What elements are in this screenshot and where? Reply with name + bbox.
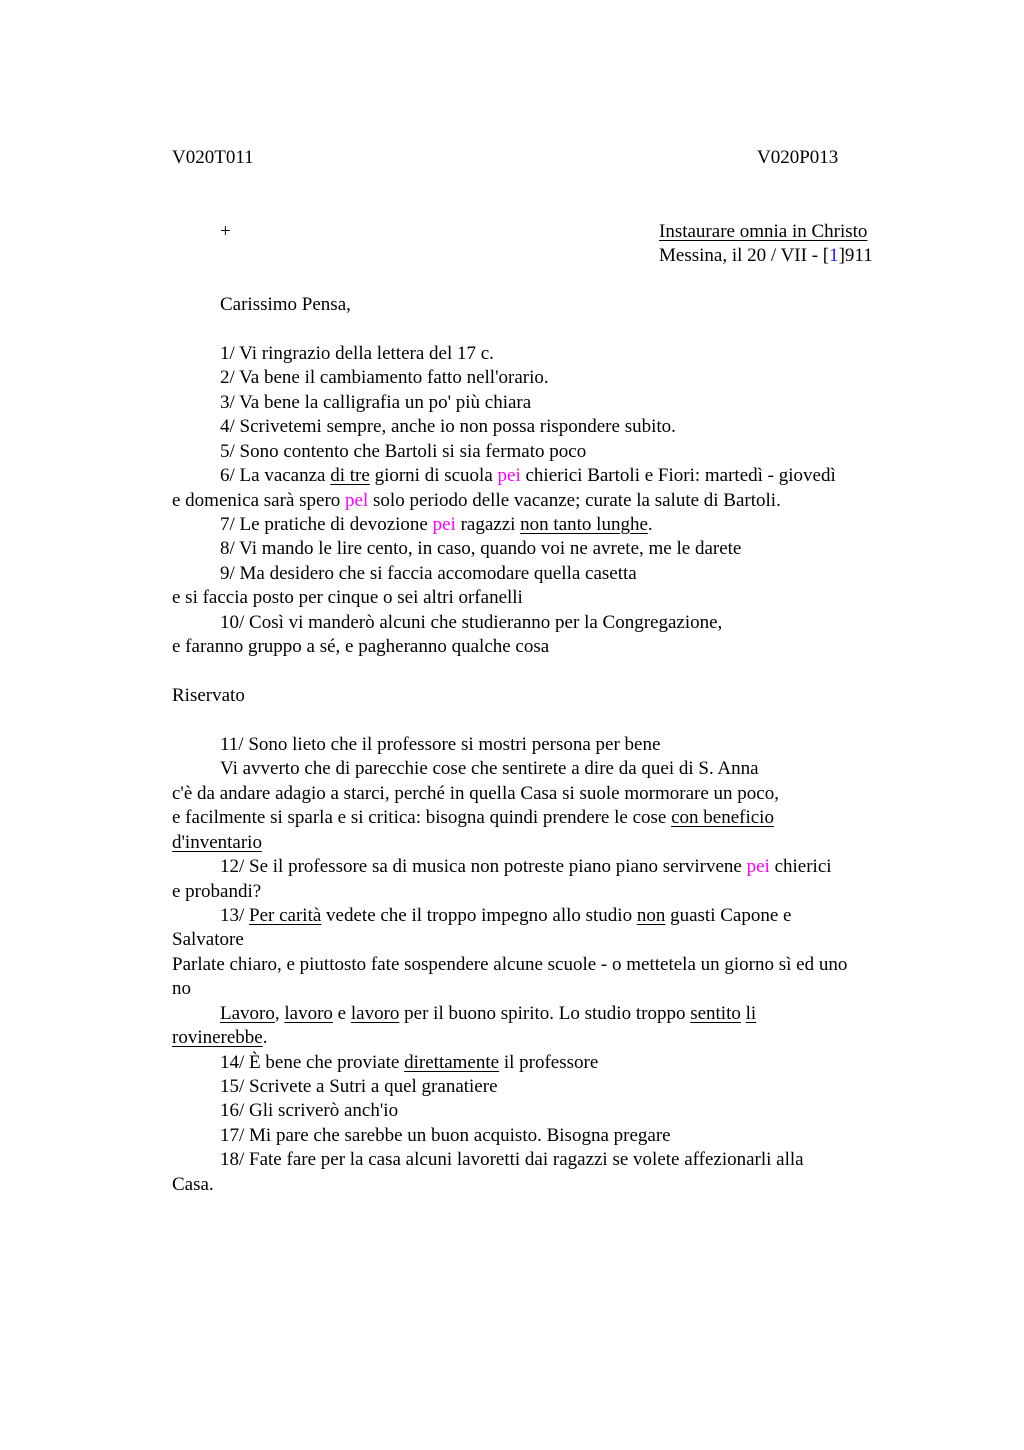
- salutation: Carissimo Pensa,: [220, 294, 351, 315]
- item-11-line-3: c'è da andare adagio a starci, perché in quella Casa si suole mormorare un poco,: [172, 783, 779, 804]
- text-span: 6/ La vacanza: [220, 465, 331, 486]
- item-11-line-5: d'inventario: [172, 832, 262, 853]
- underlined-text: li: [745, 1003, 757, 1024]
- cross-symbol: +: [220, 221, 231, 242]
- item-1: 1/ Vi ringrazio della lettera del 17 c.: [220, 343, 494, 364]
- text-span: chierici: [769, 856, 832, 877]
- motto: Instaurare omnia in Christo: [659, 221, 868, 242]
- text-span: .: [647, 514, 653, 535]
- item-13-line-2: Salvatore: [172, 929, 244, 950]
- date-bracket-digit: 1: [829, 245, 839, 266]
- item-16: 16/ Gli scriverò anch'io: [220, 1100, 399, 1121]
- date-suffix: ]911: [838, 245, 873, 266]
- underlined-text: sentito: [690, 1003, 741, 1024]
- date-line: [659, 244, 873, 268]
- item-18-line-1: 18/ Fate fare per la casa alcuni lavoretti dai ragazzi se volete affezionarli alla: [220, 1149, 804, 1170]
- text-span: ,: [274, 1003, 285, 1024]
- date-prefix: Messina, il 20 / VII - [: [659, 245, 830, 266]
- text-span: 14/ È bene che proviate: [220, 1052, 405, 1073]
- item-13-line-4: no: [172, 978, 191, 999]
- text-span: solo periodo delle vacanze; curate la salute di Bartoli.: [368, 490, 781, 511]
- underlined-text: con beneficio: [671, 807, 774, 828]
- item-6-line-2: [172, 489, 781, 513]
- text-span: giorni di scuola: [369, 465, 498, 486]
- underlined-text: Per carità: [249, 905, 322, 926]
- text-span: .: [262, 1027, 268, 1048]
- item-11-line-2: Vi avverto che di parecchie cose che sentirete a dire da quei di S. Anna: [220, 758, 759, 779]
- lavoro-line-2: [172, 1026, 267, 1050]
- item-5: 5/ Sono contento che Bartoli si sia fermato poco: [220, 441, 587, 462]
- item-2: 2/ Va bene il cambiamento fatto nell'orario.: [220, 367, 549, 388]
- item-14: [220, 1051, 598, 1075]
- item-18-line-2: Casa.: [172, 1174, 214, 1195]
- underlined-text: rovinerebbe: [172, 1027, 263, 1048]
- text-span: chierici Bartoli e Fiori: martedì - giovedì: [520, 465, 836, 486]
- text-span: 12/ Se il professore sa di musica non potreste piano piano servirvene: [220, 856, 747, 877]
- item-12-line-1: [220, 855, 832, 879]
- highlighted-word: pei: [746, 856, 770, 877]
- item-6-line-1: [220, 464, 836, 488]
- item-10-line-2: e faranno gruppo a sé, e pagheranno qualche cosa: [172, 636, 550, 657]
- item-9-line-2: e si faccia posto per cinque o sei altri orfanelli: [172, 587, 523, 608]
- underlined-text: non tanto lunghe: [520, 514, 648, 535]
- underlined-text: direttamente: [404, 1052, 500, 1073]
- item-17: 17/ Mi pare che sarebbe un buon acquisto. Bisogna pregare: [220, 1125, 671, 1146]
- underlined-text: lavoro: [284, 1003, 333, 1024]
- item-12-line-2: e probandi?: [172, 881, 262, 902]
- item-7: [220, 513, 653, 537]
- item-11-line-4: [172, 806, 774, 830]
- header-right-code: V020P013: [757, 147, 839, 168]
- item-15: 15/ Scrivete a Sutri a quel granatiere: [220, 1076, 498, 1097]
- item-9-line-1: 9/ Ma desidero che si faccia accomodare quella casetta: [220, 563, 637, 584]
- item-3: 3/ Va bene la calligrafia un po' più chiara: [220, 392, 532, 413]
- item-10-line-1: 10/ Così vi manderò alcuni che studieranno per la Congregazione,: [220, 612, 723, 633]
- reserved-heading: Riservato: [172, 685, 245, 706]
- text-span: ragazzi: [455, 514, 521, 535]
- highlighted-word: pel: [345, 490, 369, 511]
- highlighted-word: pei: [432, 514, 456, 535]
- lavoro-line-1: [220, 1002, 756, 1026]
- text-span: e facilmente si sparla e si critica: bisogna quindi prendere le cose: [172, 807, 672, 828]
- item-4: 4/ Scrivetemi sempre, anche io non possa rispondere subito.: [220, 416, 676, 437]
- text-span: il professore: [499, 1052, 599, 1073]
- highlighted-word: pei: [497, 465, 521, 486]
- item-11-line-1: 11/ Sono lieto che il professore si mostri persona per bene: [220, 734, 661, 755]
- text-span: guasti Capone e: [665, 905, 792, 926]
- text-span: e domenica sarà spero: [172, 490, 346, 511]
- underlined-text: lavoro: [350, 1003, 400, 1024]
- text-span: e: [332, 1003, 351, 1024]
- header-left-code: V020T011: [172, 147, 254, 168]
- text-span: vedete che il troppo impegno allo studio: [321, 905, 637, 926]
- underlined-text: Lavoro: [220, 1003, 275, 1024]
- item-8: 8/ Vi mando le lire cento, in caso, quando voi ne avrete, me le darete: [220, 538, 742, 559]
- text-span: per il buono spirito. Lo studio troppo: [399, 1003, 691, 1024]
- item-13-line-1: [220, 904, 791, 928]
- underlined-text: di tre: [330, 465, 370, 486]
- item-13-line-3: Parlate chiaro, e piuttosto fate sospendere alcune scuole - o mettetela un giorno sì ed uno: [172, 954, 848, 975]
- underlined-text: non: [636, 905, 666, 926]
- text-span: 13/: [220, 905, 250, 926]
- text-span: 7/ Le pratiche di devozione: [220, 514, 433, 535]
